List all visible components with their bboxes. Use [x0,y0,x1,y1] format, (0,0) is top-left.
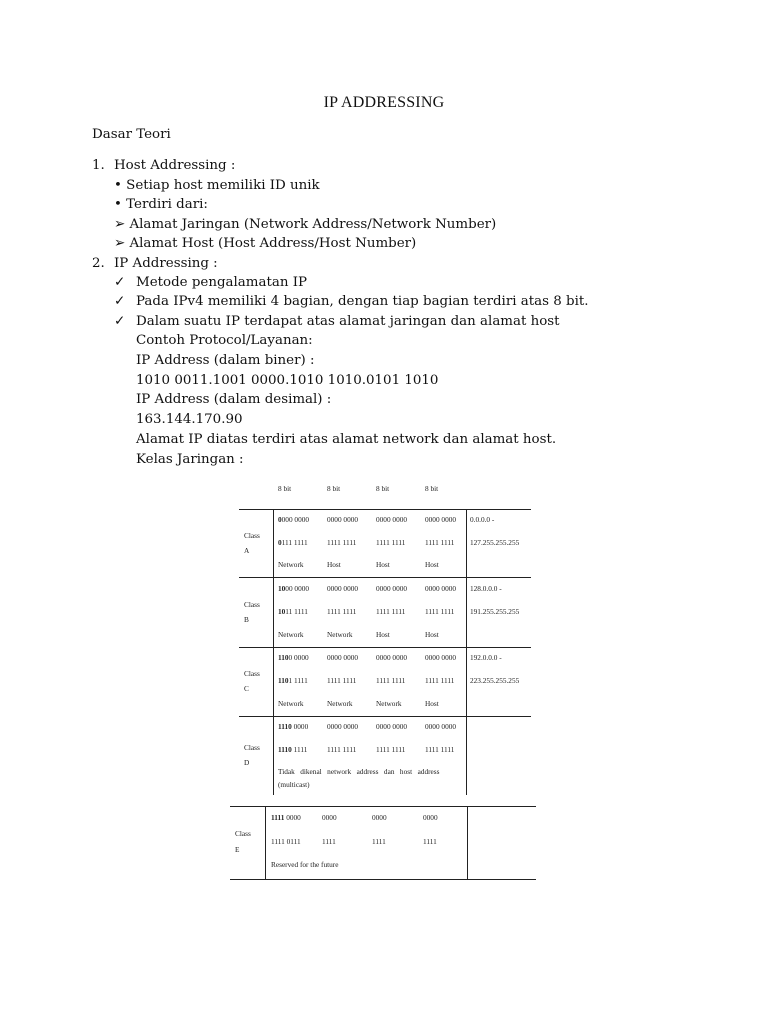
table-cell: 0000 0000 [327,515,359,524]
table-cell: 1111 [372,837,386,846]
class-e-note: Reserved for the future [271,860,339,869]
table-cell: 1111 1111 [376,745,406,754]
list-label-host-addressing: Host Addressing : [114,158,236,173]
class-label-letter: A [244,546,250,555]
bullet-unique-id: • Setiap host memiliki ID unik [114,178,320,193]
table-cell: 0000 0000 [425,722,457,731]
arrow-network-address: ➢ Alamat Jaringan (Network Address/Network Number) [114,217,497,232]
table-cell [278,676,308,685]
range-end: 223.255.255.255 [470,676,520,685]
arrow-host-address: ➢ Alamat Host (Host Address/Host Number) [114,236,417,251]
table-cell: Host [425,630,439,639]
table-cell: 1111 0111 [271,837,301,846]
table-cell: Host [425,560,439,569]
table-cell: 1111 [322,837,336,846]
table-cell: Host [327,560,341,569]
cell-part: 11 1111 [285,607,308,616]
table-cell: Network [327,630,353,639]
text-ip-decimal-label: IP Address (dalam desimal) : [136,392,332,407]
table-cell: 0000 [423,813,438,822]
table-border [467,806,468,879]
cell-part: 10 [278,607,286,616]
table-cell: 1111 1111 [327,538,357,547]
cell-part: 0 0000 [288,653,309,662]
cell-part: 0 [278,538,282,547]
check-icon: ✓ [114,294,126,309]
table-cell [278,515,309,524]
class-label: Class [235,829,251,838]
cell-part: 1111 [291,745,308,754]
table-cell: 1111 1111 [425,607,455,616]
cell-part: 1110 [278,745,292,754]
table-cell [271,813,301,822]
list-number-2: 2. [92,256,105,271]
cell-part: 000 0000 [281,515,310,524]
table-cell: 0000 0000 [425,515,457,524]
table-cell: 0000 [322,813,337,822]
table-cell [278,538,308,547]
class-label-letter: C [244,684,249,693]
text-ip-binary-label: IP Address (dalam biner) : [136,353,315,368]
cell-part: 0000 [291,722,309,731]
table-cell: Host [376,560,390,569]
table-cell: 0000 0000 [376,653,408,662]
cell-part: 1110 [278,722,292,731]
table-border [265,806,266,879]
cell-part: 1111 [271,813,285,822]
cell-part: 00 0000 [285,584,310,593]
table-border [230,806,536,807]
table-cell: 0000 0000 [327,722,359,731]
range-end: 191.255.255.255 [470,607,520,616]
header-cell: 8 bit [376,484,390,493]
header-cell: 8 bit [425,484,439,493]
table-cell: 0000 [372,813,387,822]
cell-part: 111 1111 [281,538,308,547]
table-cell: 0000 0000 [425,584,457,593]
table-cell: 0000 0000 [425,653,457,662]
table-cell: 1111 1111 [327,676,357,685]
cell-part: 1 1111 [288,676,308,685]
header-cell: 8 bit [327,484,341,493]
table-cell: Network [278,699,304,708]
text-ip-explanation: Alamat IP diatas terdiri atas alamat network dan alamat host. [136,432,557,447]
table-border [239,716,531,717]
text-network-class: Kelas Jaringan : [136,452,244,467]
cell-part: 0 [278,515,282,524]
table-border [239,647,531,648]
check-icon: ✓ [114,275,126,290]
table-border [230,879,536,880]
table-cell: 1111 1111 [425,538,455,547]
table-cell: Network [376,699,402,708]
cell-part: 110 [278,653,289,662]
range-start: 0.0.0.0 - [470,515,495,524]
table-cell [278,653,309,662]
table-cell: Host [425,699,439,708]
list-label-ip-addressing: IP Addressing : [114,256,218,271]
table-cell: 0000 0000 [376,722,408,731]
table-cell: 1111 1111 [376,538,406,547]
section-heading: Dasar Teori [92,127,171,142]
table-cell: Network [327,699,353,708]
text-example-protocol: Contoh Protocol/Layanan: [136,333,313,348]
cell-part: 110 [278,676,289,685]
bullet-consists-of: • Terdiri dari: [114,197,208,212]
table-cell: 1111 1111 [425,745,455,754]
table-border [466,509,467,795]
table-cell: Network [278,560,304,569]
class-d-note: Tidak dikenal network address dan host address [278,767,440,776]
table-cell: 1111 1111 [327,607,357,616]
range-start: 128.0.0.0 - [470,584,502,593]
table-cell: 1111 1111 [327,745,357,754]
check-item-network-host: Dalam suatu IP terdapat atas alamat jaringan dan alamat host [136,314,560,329]
table-cell [278,584,309,593]
range-start: 192.0.0.0 - [470,653,502,662]
check-icon: ✓ [114,314,126,329]
table-cell: 1111 1111 [376,676,406,685]
check-item-method: Metode pengalamatan IP [136,275,307,290]
header-cell: 8 bit [278,484,292,493]
text-ip-decimal-value: 163.144.170.90 [136,412,243,427]
list-number-1: 1. [92,158,105,173]
table-border [273,509,274,795]
class-label: Class [244,743,260,752]
class-label: Class [244,531,260,540]
class-label-letter: D [244,758,250,767]
table-cell: 1111 1111 [425,676,455,685]
table-cell [278,745,307,754]
class-label-letter: B [244,615,249,624]
page-title: IP ADDRESSING [323,94,445,111]
table-cell [278,607,308,616]
table-cell: 0000 0000 [376,584,408,593]
table-cell: 0000 0000 [327,653,359,662]
class-label: Class [244,669,260,678]
class-label-letter: E [235,845,240,854]
table-cell [278,722,308,731]
table-border [239,577,531,578]
table-cell: 1111 [423,837,437,846]
class-label: Class [244,600,260,609]
cell-part: 0000 [284,813,301,822]
range-end: 127.255.255.255 [470,538,520,547]
table-cell: 1111 1111 [376,607,406,616]
table-border [239,509,531,510]
table-cell: Host [376,630,390,639]
table-cell: 0000 0000 [376,515,408,524]
cell-part: 10 [278,584,286,593]
table-cell: Network [278,630,304,639]
check-item-ipv4: Pada IPv4 memiliki 4 bagian, dengan tiap bagian terdiri atas 8 bit. [136,294,589,309]
text-ip-binary-value: 1010 0011.1001 0000.1010 1010.0101 1010 [136,373,439,388]
class-d-note-multicast: (multicast) [278,780,310,789]
table-cell: 0000 0000 [327,584,359,593]
